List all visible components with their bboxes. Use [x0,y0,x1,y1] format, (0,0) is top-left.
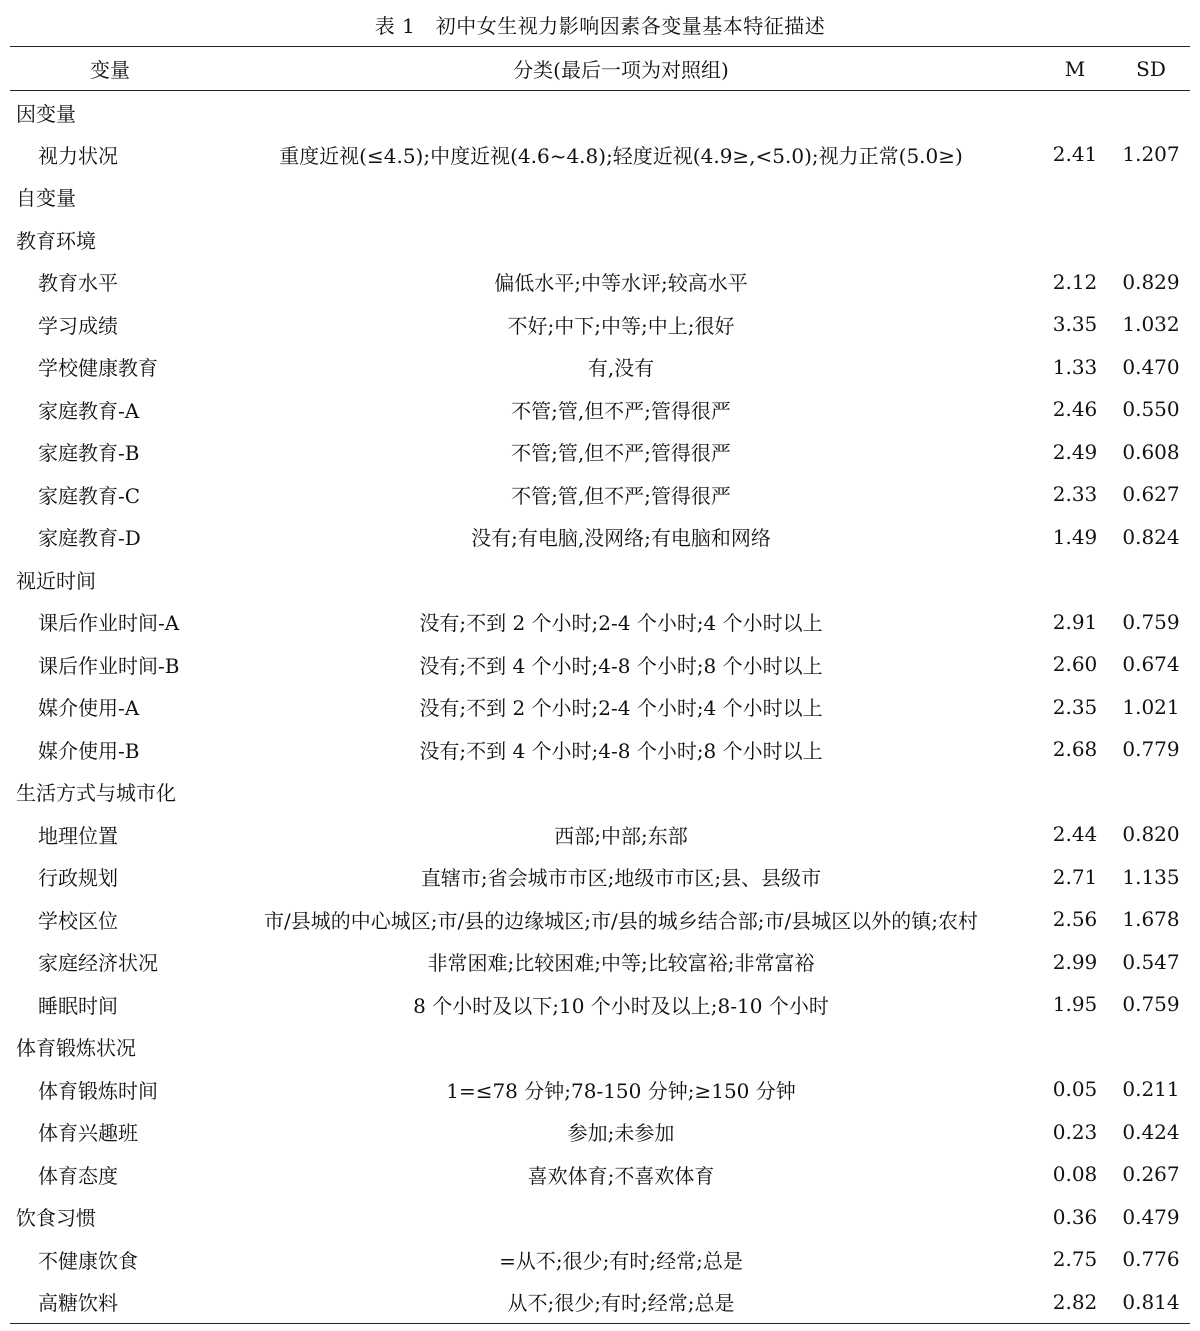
cell-variable: 地理位置 [38,823,118,848]
cell-sd: 0.779 [1122,737,1180,762]
table-row [10,771,1190,814]
cell-sd: 0.759 [1122,609,1180,634]
cell-mean [1024,558,1104,601]
table-row [10,133,1190,176]
cell-mean: 2.12 [1052,269,1098,294]
cell-variable: 饮食习惯 [16,1206,96,1231]
table-row [10,1153,1190,1196]
cell-sd: 0.814 [1122,1289,1180,1314]
cell-sd: 0.776 [1122,1247,1180,1272]
cell-category [218,1196,1024,1239]
table-row [10,1238,1190,1281]
cell-sd: 0.759 [1122,992,1180,1017]
table-row [10,1068,1190,1111]
cell-category: 重度近视(≤4.5);中度近视(4.6~4.8);轻度近视(4.9≥,<5.0);视力正常(5.0≥) [279,143,963,168]
cell-mean: 2.41 [1052,142,1098,167]
table-row [10,941,1190,984]
cell-sd: 0.211 [1122,1077,1180,1102]
cell-category: 8 个小时及以下;10 个小时及以上;8-10 个小时 [413,993,829,1018]
cell-mean [1024,91,1104,134]
cell-variable: 课后作业时间-B [38,653,180,678]
cell-variable: 家庭教育-D [38,526,141,551]
cell-sd [1104,771,1190,814]
cell-category: 没有;不到 4 个小时;4-8 个小时;8 个小时以上 [419,653,823,678]
cell-variable: 教育环境 [16,228,96,253]
header-mean: M [1064,56,1086,81]
table-row [10,303,1190,346]
cell-sd: 0.267 [1122,1162,1180,1187]
table-caption: 表 1 初中女生视力影响因素各变量基本特征描述 [374,14,826,38]
cell-variable: 媒介使用-B [38,738,140,763]
cell-category: 从不;很少;有时;经常;总是 [507,1291,735,1315]
cell-mean: 2.49 [1052,439,1098,464]
cell-sd: 0.820 [1122,822,1180,847]
table-row [10,686,1190,729]
cell-mean: 2.46 [1052,397,1098,422]
cell-sd: 0.824 [1122,524,1180,549]
table-row [10,1196,1190,1239]
cell-category: 没有;有电脑,没网络;有电脑和网络 [471,526,771,551]
cell-variable: 体育兴趣班 [38,1121,138,1146]
cell-variable: 因变量 [16,101,76,126]
cell-category: 没有;不到 2 个小时;2-4 个小时;4 个小时以上 [419,696,823,721]
cell-mean: 1.95 [1052,992,1098,1017]
cell-mean: 2.44 [1052,822,1098,847]
cell-variable: 课后作业时间-A [38,611,180,636]
cell-mean: 0.08 [1052,1162,1098,1187]
cell-mean: 2.33 [1052,482,1098,507]
cell-variable: 学校区位 [38,908,118,933]
cell-mean: 2.91 [1052,609,1098,634]
cell-category: 有,没有 [587,356,655,381]
cell-variable: 体育态度 [38,1163,118,1188]
cell-variable: 家庭教育-B [38,441,140,466]
table-row [10,388,1190,431]
statistics-table [10,46,1190,1324]
table-row [10,856,1190,899]
table-row [10,643,1190,686]
header-row [10,47,1190,91]
cell-variable: 行政规划 [38,866,118,891]
table-row [10,1026,1190,1069]
cell-sd: 1.135 [1122,864,1180,889]
cell-category [218,91,1024,134]
cell-mean [1024,771,1104,814]
cell-sd: 0.550 [1122,397,1180,422]
cell-mean [1024,1026,1104,1069]
cell-sd: 1.021 [1122,694,1180,719]
table-row [10,346,1190,389]
cell-sd [1104,91,1190,134]
table-row [10,1111,1190,1154]
table-row [10,91,1190,134]
cell-variable: 学习成绩 [38,313,118,338]
cell-mean: 2.68 [1052,737,1098,762]
cell-variable: 体育锻炼状况 [16,1036,136,1061]
cell-variable: 睡眠时间 [38,993,118,1018]
cell-sd: 1.678 [1122,907,1180,932]
cell-mean: 2.75 [1052,1247,1098,1272]
cell-variable: 视力状况 [38,143,118,168]
table-row [10,898,1190,941]
cell-category: 参加;未参加 [567,1121,675,1146]
cell-category: 不管;管,但不严;管得很严 [511,483,731,508]
cell-variable: 生活方式与城市化 [16,781,176,806]
table-row [10,261,1190,304]
cell-sd [1104,218,1190,261]
cell-category [218,1026,1024,1069]
table-row [10,473,1190,516]
table-row [10,176,1190,219]
cell-mean [1024,176,1104,219]
cell-category [218,176,1024,219]
cell-sd [1104,176,1190,219]
cell-sd: 0.470 [1122,354,1180,379]
cell-mean: 2.71 [1052,864,1098,889]
cell-category [218,558,1024,601]
cell-sd: 1.032 [1122,312,1180,337]
cell-category: 市/县城的中心城区;市/县的边缘城区;市/县的城乡结合部;市/县城区以外的镇;农村 [264,908,978,933]
header-category: 分类(最后一项为对照组) [513,58,729,82]
cell-sd: 0.479 [1122,1204,1180,1229]
cell-category: 不管;管,但不严;管得很严 [511,441,731,466]
cell-sd: 0.608 [1122,439,1180,464]
cell-sd: 0.674 [1122,652,1180,677]
cell-category: 不管;管,但不严;管得很严 [511,398,731,423]
cell-sd: 0.547 [1122,949,1180,974]
cell-category: 直辖市;省会城市市区;地级市市区;县、县级市 [420,866,822,891]
cell-variable: 媒介使用-A [38,696,140,721]
cell-mean: 3.35 [1052,312,1098,337]
cell-sd: 0.627 [1122,482,1180,507]
table-row [10,1281,1190,1324]
cell-sd: 1.207 [1122,142,1180,167]
cell-sd [1104,558,1190,601]
cell-variable: 自变量 [16,186,76,211]
cell-mean: 0.36 [1052,1204,1098,1229]
cell-category: =从不;很少;有时;经常;总是 [499,1248,743,1273]
cell-mean: 2.35 [1052,694,1098,719]
cell-category: 没有;不到 2 个小时;2-4 个小时;4 个小时以上 [419,611,823,636]
cell-variable: 家庭教育-C [38,483,141,508]
cell-variable: 不健康饮食 [38,1248,138,1273]
cell-mean [1024,218,1104,261]
table-row [10,558,1190,601]
cell-variable: 家庭经济状况 [38,951,158,976]
cell-category: 喜欢体育;不喜欢体育 [527,1163,715,1188]
table-row [10,601,1190,644]
cell-category: 非常困难;比较困难;中等;比较富裕;非常富裕 [427,951,815,976]
table-row [10,813,1190,856]
table-row [10,218,1190,261]
table-row [10,728,1190,771]
cell-category: 不好;中下;中等;中上;很好 [507,313,735,338]
cell-category: 没有;不到 4 个小时;4-8 个小时;8 个小时以上 [419,738,823,763]
cell-mean: 0.23 [1052,1119,1098,1144]
table-row [10,983,1190,1026]
cell-mean: 1.33 [1052,354,1098,379]
table-row [10,516,1190,559]
cell-variable: 高糖饮料 [38,1291,118,1315]
table-row [10,431,1190,474]
table-body [10,91,1190,1324]
cell-mean: 0.05 [1052,1077,1098,1102]
cell-variable: 教育水平 [38,271,118,296]
cell-mean: 2.56 [1052,907,1098,932]
cell-sd: 0.829 [1122,269,1180,294]
cell-category: 西部;中部;东部 [554,823,688,848]
cell-mean: 2.99 [1052,949,1098,974]
cell-variable: 视近时间 [16,568,96,593]
header-sd: SD [1136,56,1166,81]
cell-mean: 2.60 [1052,652,1098,677]
cell-category [218,771,1024,814]
cell-variable: 体育锻炼时间 [38,1078,158,1103]
cell-category [218,218,1024,261]
table-header [10,47,1190,91]
cell-mean: 2.82 [1052,1289,1098,1314]
cell-variable: 学校健康教育 [38,356,158,381]
cell-mean: 1.49 [1052,524,1098,549]
cell-sd [1104,1026,1190,1069]
header-variable: 变量 [90,58,130,82]
cell-sd: 0.424 [1122,1119,1180,1144]
cell-category: 偏低水平;中等水评;较高水平 [494,271,748,296]
cell-variable: 家庭教育-A [38,398,140,423]
cell-category: 1=≤78 分钟;78-150 分钟;≥150 分钟 [446,1078,796,1103]
